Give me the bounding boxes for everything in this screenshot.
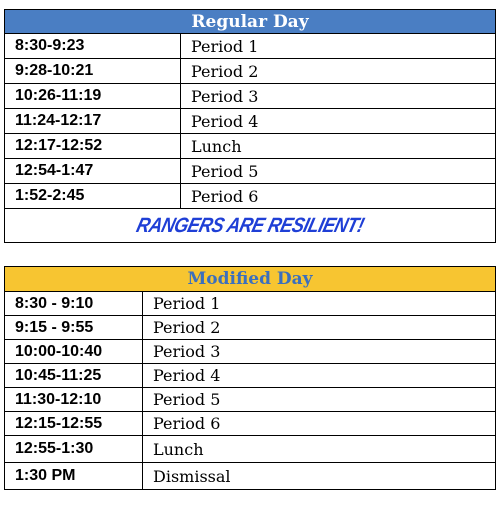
slogan-row <box>5 209 496 243</box>
modified-day-title: Modified Day <box>5 267 496 292</box>
period-cell: Period 1 <box>143 292 496 316</box>
regular-day-header-row <box>5 10 496 34</box>
table-row <box>5 184 496 209</box>
table-row <box>5 340 496 364</box>
period-cell: Period 3 <box>181 84 496 109</box>
period-cell: Period 6 <box>143 412 496 436</box>
table-row <box>5 34 496 59</box>
table-row <box>5 59 496 84</box>
time-cell: 8:30 - 9:10 <box>5 292 143 316</box>
time-cell: 10:00-10:40 <box>5 340 143 364</box>
time-cell: 12:55-1:30 <box>5 436 143 463</box>
table-row <box>5 159 496 184</box>
period-cell: Period 4 <box>181 109 496 134</box>
regular-day-title: Regular Day <box>5 10 496 34</box>
table-row <box>5 84 496 109</box>
modified-day-header-row <box>5 267 496 292</box>
table-row <box>5 412 496 436</box>
table-row <box>5 463 496 490</box>
slogan-text: RANGERS ARE RESILIENT! <box>134 213 367 237</box>
table-row <box>5 134 496 159</box>
period-cell: Period 5 <box>143 388 496 412</box>
time-cell: 9:15 - 9:55 <box>5 316 143 340</box>
table-row <box>5 316 496 340</box>
table-row <box>5 292 496 316</box>
time-cell: 8:30-9:23 <box>5 34 181 59</box>
time-cell: 11:24-12:17 <box>5 109 181 134</box>
table-row <box>5 388 496 412</box>
time-cell: 12:54-1:47 <box>5 159 181 184</box>
time-cell: 9:28-10:21 <box>5 59 181 84</box>
period-cell: Period 6 <box>181 184 496 209</box>
period-cell: Lunch <box>143 436 496 463</box>
period-cell: Period 2 <box>143 316 496 340</box>
table-row <box>5 436 496 463</box>
time-cell: 11:30-12:10 <box>5 388 143 412</box>
period-cell: Period 4 <box>143 364 496 388</box>
period-cell: Period 3 <box>143 340 496 364</box>
period-cell: Lunch <box>181 134 496 159</box>
table-row <box>5 364 496 388</box>
time-cell: 10:26-11:19 <box>5 84 181 109</box>
time-cell: 12:17-12:52 <box>5 134 181 159</box>
time-cell: 12:15-12:55 <box>5 412 143 436</box>
table-row <box>5 109 496 134</box>
period-cell: Period 5 <box>181 159 496 184</box>
time-cell: 1:30 PM <box>5 463 143 490</box>
period-cell: Period 2 <box>181 59 496 84</box>
slogan-cell <box>5 209 496 243</box>
time-cell: 10:45-11:25 <box>5 364 143 388</box>
time-cell: 1:52-2:45 <box>5 184 181 209</box>
period-cell: Dismissal <box>143 463 496 490</box>
period-cell: Period 1 <box>181 34 496 59</box>
regular-day-table <box>4 9 496 243</box>
modified-day-table <box>4 266 496 490</box>
